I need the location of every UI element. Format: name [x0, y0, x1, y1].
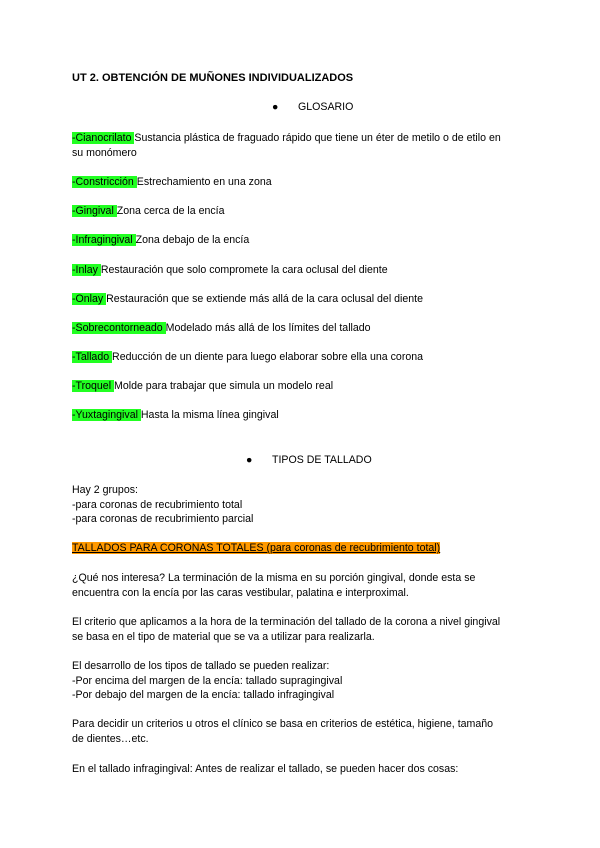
glossary-item-cianocrilato [72, 131, 501, 160]
glossary-definition: Zona debajo de la encía [135, 234, 250, 246]
glossary-definition: Zona cerca de la encía [116, 205, 225, 217]
paragraph-3 [72, 659, 342, 703]
paragraph-line: -Por debajo del margen de la encía: tallado infragingival [72, 689, 335, 701]
glossary-term: -Onlay [72, 293, 107, 305]
grupos-block [72, 483, 253, 527]
glossary-item-tallado [72, 350, 423, 365]
glossary-item-inlay [72, 263, 388, 278]
highlighted-heading: TALLADOS PARA CORONAS TOTALES (para coronas de recubrimiento total) [72, 542, 441, 554]
grupos-item: -para coronas de recubrimiento parcial [72, 513, 254, 525]
paragraph-line: se basa en el tipo de material que se va a utilizar para realizarla. [72, 630, 375, 643]
paragraph-2 [72, 615, 500, 644]
glossary-term: -Inlay [72, 264, 101, 276]
glossary-term: -Sobrecontorneado [72, 322, 166, 334]
paragraph-1 [72, 571, 475, 600]
paragraph-line: En el tallado infragingival: Antes de realizar el tallado, se pueden hacer dos cosas: [72, 763, 459, 775]
glossary-definition: Sustancia plástica de fraguado rápido que tiene un éter de metilo o de etilo en [134, 132, 501, 144]
section-heading-glosario [272, 101, 353, 113]
bullet-icon: ● [246, 454, 253, 466]
section-heading-label: TIPOS DE TALLADO [272, 454, 372, 466]
orange-heading [72, 542, 440, 554]
glossary-item-onlay [72, 292, 423, 307]
glossary-item-troquel [72, 379, 333, 394]
paragraph-5 [72, 762, 458, 777]
section-heading-tipos [246, 454, 372, 466]
glossary-definition: Modelado más allá de los límites del tallado [165, 322, 371, 334]
glossary-definition: Reducción de un diente para luego elaborar sobre ella una corona [112, 351, 424, 363]
paragraph-line: -Por encima del margen de la encía: tallado supragingival [72, 674, 343, 687]
glossary-term: -Infragingival [72, 234, 136, 246]
glossary-term: -Cianocrilato [72, 132, 135, 144]
glossary-definition: Hasta la misma línea gingival [140, 409, 279, 421]
glossary-term: -Constricción [72, 176, 137, 188]
paragraph-line: El criterio que aplicamos a la hora de la terminación del tallado de la corona a nivel gingival [72, 616, 501, 628]
glossary-term: -Tallado [72, 351, 113, 363]
paragraph-line: El desarrollo de los tipos de tallado se pueden realizar: [72, 660, 330, 672]
glossary-definition: Molde para trabajar que simula un modelo real [114, 380, 334, 392]
glossary-definition-cont: su monómero [72, 146, 137, 159]
section-heading-label: GLOSARIO [298, 101, 354, 113]
glossary-term: -Troquel [72, 380, 114, 392]
glossary-definition: Estrechamiento en una zona [136, 176, 272, 188]
glossary-term: -Gingival [72, 205, 117, 217]
document-title: UT 2. OBTENCIÓN DE MUÑONES INDIVIDUALIZADOS [72, 72, 354, 84]
glossary-term: -Yuxtagingival [72, 409, 141, 421]
grupos-intro: Hay 2 grupos: [72, 484, 138, 496]
paragraph-line: Para decidir un criterios u otros el clínico se basa en criterios de estética, higiene, tamaño [72, 718, 494, 730]
glossary-item-yuxtagingival [72, 408, 279, 423]
paragraph-4 [72, 717, 493, 746]
glossary-definition: Restauración que se extiende más allá de la cara oclusal del diente [106, 293, 423, 305]
glossary-item-constriccion [72, 175, 272, 190]
paragraph-line: ¿Qué nos interesa? La terminación de la misma en su porción gingival, donde esta se [72, 572, 476, 584]
paragraph-line: de dientes…etc. [72, 732, 149, 745]
bullet-icon: ● [272, 101, 279, 113]
paragraph-line: encuentra con la encía por las caras vestibular, palatina e interproximal. [72, 586, 409, 599]
grupos-item: -para coronas de recubrimiento total [72, 498, 243, 511]
glossary-item-sobrecontorneado [72, 321, 371, 336]
glossary-item-gingival [72, 204, 225, 219]
glossary-item-infragingival [72, 233, 249, 248]
glossary-definition: Restauración que solo compromete la cara oclusal del diente [100, 264, 388, 276]
